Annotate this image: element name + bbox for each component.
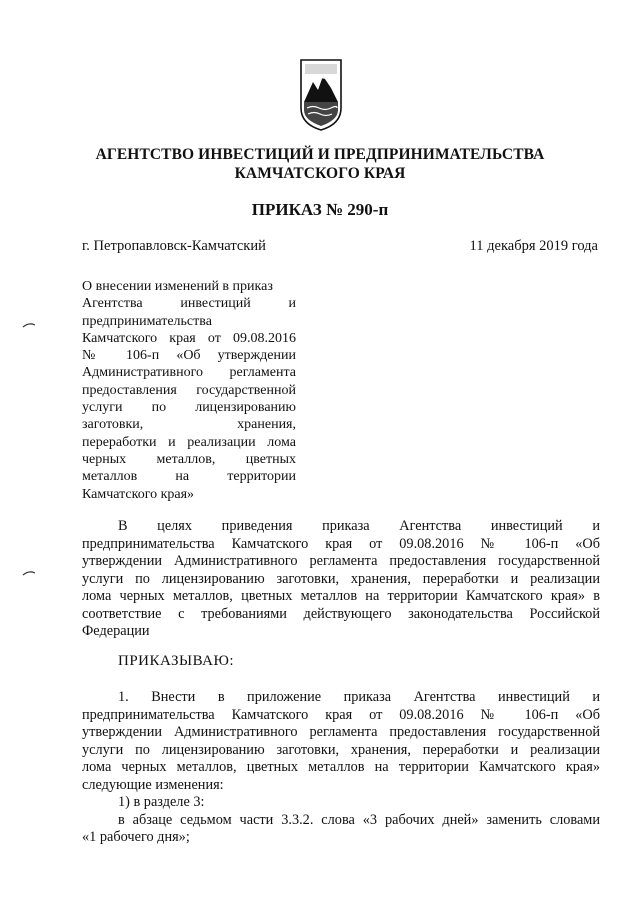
paragraph-line: следующие изменения: [82,776,224,793]
paragraph-line: Федерации [82,623,150,639]
paragraph-line: услуги по лицензированию заготовки, хранения, переработки и реализации [82,570,600,587]
city-label: г. Петропавловск-Камчатский [82,238,266,254]
subject-line: № 106-п «Об утверждении [82,348,296,364]
paragraph-line: соответствие с требованиями действующего законодательства Российской [82,605,600,622]
subject-line: черных металлов, цветных [82,451,296,467]
punch-mark-icon [22,322,36,328]
subject-line: Административного регламента [82,365,296,381]
subject-line: заготовки, хранения, [82,417,296,433]
subject-line: переработки и реализации лома [82,434,296,450]
subitem-line: 1) в разделе 3: [118,794,205,810]
paragraph-line: предпринимательства Камчатского края от 09.08.2016 № 106-п «Об [82,706,600,723]
change-line: «1 рабочего дня»; [82,829,190,845]
agency-name-line-1: АГЕНТСТВО ИНВЕСТИЦИЙ И ПРЕДПРИНИМАТЕЛЬСТВА [95,146,545,163]
subject-line: Камчатского края от 09.08.2016 [82,330,296,346]
change-line: в абзаце седьмом части 3.3.2. слова «3 рабочих дней» заменить словами [118,811,600,828]
kamchatka-coat-of-arms-emblem [299,58,343,132]
subject-line: металлов на территории [82,469,296,485]
paragraph-line: В целях приведения приказа Агентства инвестиций и [118,518,600,534]
order-date: 11 декабря 2019 года [469,238,598,254]
paragraph-line: лома черных металлов, цветных металлов на территории Камчатского края» [82,759,600,775]
subject-line: услуги по лицензированию [82,400,296,416]
paragraph-line: 1. Внести в приложение приказа Агентства инвестиций и [118,689,600,705]
subject-line: О внесении изменений в приказ [82,279,273,294]
paragraph-line: лома черных металлов, цветных металлов на территории Камчатского края» в [82,588,600,604]
paragraph-line: услуги по лицензированию заготовки, хранения, переработки и реализации [82,741,600,758]
subject-line: предоставления государственной [82,382,296,398]
paragraph-line: утверждении Административного регламента предоставления государственной [82,553,600,569]
preamble-paragraph [82,518,600,641]
punch-mark-icon [22,570,36,576]
subject-line: предпринимательства [82,313,212,329]
order-subject [82,278,296,503]
agency-name-line-2: КАМЧАТСКОГО КРАЯ [234,165,406,182]
order-command: ПРИКАЗЫВАЮ: [118,653,235,669]
subject-line: Агентства инвестиций и [82,296,296,312]
subject-line: Камчатского края» [82,486,195,502]
paragraph-line: утверждении Административного регламента предоставления государственной [82,724,600,740]
order-title: ПРИКАЗ № 290-п [251,200,389,219]
item-1-paragraph [82,689,600,847]
paragraph-line: предпринимательства Камчатского края от 09.08.2016 № 106-п «Об [82,535,600,552]
